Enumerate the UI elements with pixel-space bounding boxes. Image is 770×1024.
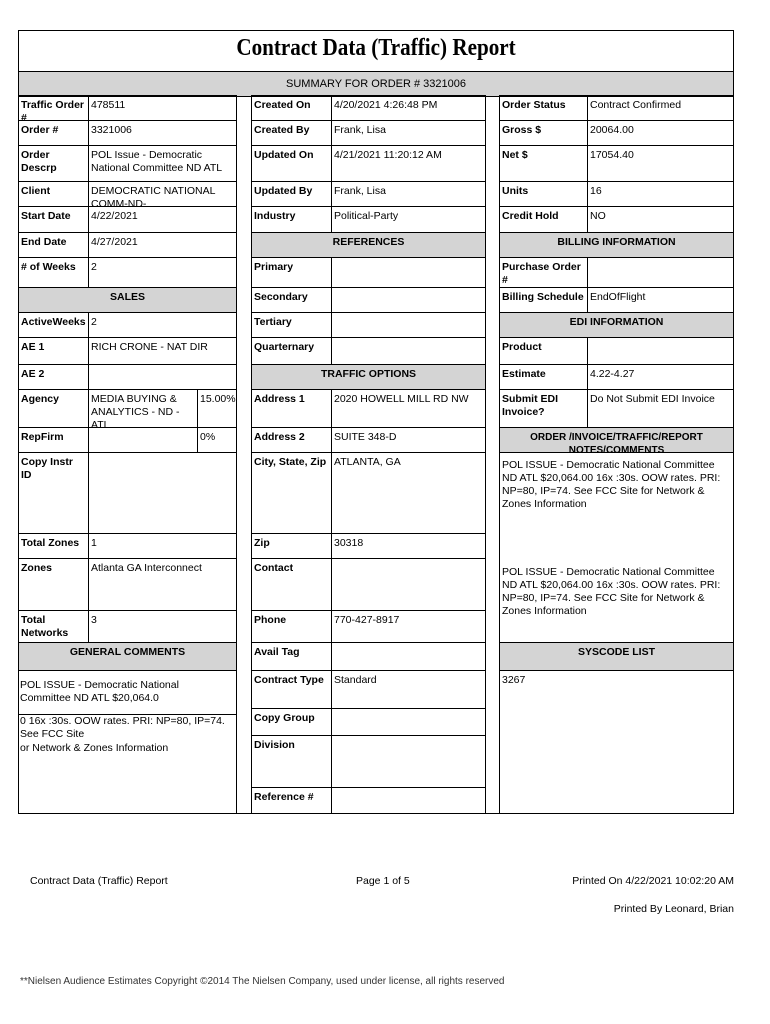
city-label: City, State, Zip (251, 452, 332, 534)
phone-value: 770-427-8917 (331, 610, 486, 643)
created-on-value: 4/20/2021 4:26:48 PM (331, 95, 486, 121)
end-date-label: End Date (18, 232, 89, 258)
client-value: DEMOCRATIC NATIONAL COMM-ND- (88, 181, 237, 207)
quarternary-value (331, 337, 486, 365)
weeks-label: # of Weeks (18, 257, 89, 288)
avail-tag-value (331, 642, 486, 671)
product-value (587, 337, 734, 365)
address1-label: Address 1 (251, 389, 332, 428)
industry-value: Political-Party (331, 206, 486, 233)
zip-value: 30318 (331, 533, 486, 559)
traffic-order-label: Traffic Order # (18, 95, 89, 121)
page-title: Contract Data (Traffic) Report (236, 35, 516, 61)
updated-on-value: 4/21/2021 11:20:12 AM (331, 145, 486, 182)
footer-report-name: Contract Data (Traffic) Report (30, 875, 168, 887)
units-label: Units (499, 181, 588, 207)
billing-schedule-label: Billing Schedule (499, 287, 588, 313)
avail-tag-label: Avail Tag (251, 642, 332, 671)
agency-value: MEDIA BUYING & ANALYTICS - ND - ATL (88, 389, 198, 428)
phone-label: Phone (251, 610, 332, 643)
po-value (587, 257, 734, 288)
footer-page-number: Page 1 of 5 (356, 875, 410, 887)
weeks-value: 2 (88, 257, 237, 288)
client-label: Client (18, 181, 89, 207)
contract-type-label: Contract Type (251, 670, 332, 709)
sales-header: SALES (18, 287, 237, 313)
order-status-value: Contract Confirmed (587, 95, 734, 121)
primary-value (331, 257, 486, 288)
order-status-label: Order Status (499, 95, 588, 121)
active-weeks-label: ActiveWeeks (18, 312, 89, 338)
total-networks-value: 3 (88, 610, 237, 643)
note-2: POL ISSUE - Democratic National Committee ND ATL $20,064.00 16x :30s. OOW rates. PRI: NP=80, IP=74. See FCC Site for Network & Zones Information (502, 566, 721, 617)
primary-label: Primary (251, 257, 332, 288)
ae2-value (88, 364, 237, 390)
address2-label: Address 2 (251, 427, 332, 453)
copy-group-value (331, 708, 486, 736)
footer-printed-on: Printed On 4/22/2021 10:02:20 AM (572, 875, 734, 887)
repfirm-value (88, 427, 198, 453)
reference-value (331, 787, 486, 814)
industry-label: Industry (251, 206, 332, 233)
contact-label: Contact (251, 558, 332, 611)
units-value: 16 (587, 181, 734, 207)
submit-edi-value: Do Not Submit EDI Invoice (587, 389, 734, 428)
credit-hold-value: NO (587, 206, 734, 233)
syscode-value: 3267 (499, 670, 734, 814)
estimate-label: Estimate (499, 364, 588, 390)
submit-edi-label: Submit EDI Invoice? (499, 389, 588, 428)
total-zones-value: 1 (88, 533, 237, 559)
edi-header: EDI INFORMATION (499, 312, 734, 338)
product-label: Product (499, 337, 588, 365)
order-descrp-label: Order Descrp (18, 145, 89, 182)
total-networks-label: Total Networks (18, 610, 89, 643)
address1-value: 2020 HOWELL MILL RD NW (331, 389, 486, 428)
created-by-label: Created By (251, 120, 332, 146)
tertiary-value (331, 312, 486, 338)
quarternary-label: Quarternary (251, 337, 332, 365)
net-label: Net $ (499, 145, 588, 182)
ae1-label: AE 1 (18, 337, 89, 365)
general-comment-line-1: POL ISSUE - Democratic National Committee ND ATL $20,064.0 (20, 679, 179, 704)
zip-label: Zip (251, 533, 332, 559)
repfirm-label: RepFirm (18, 427, 89, 453)
order-label: Order # (18, 120, 89, 146)
general-comments-header: GENERAL COMMENTS (18, 642, 237, 671)
billing-header: BILLING INFORMATION (499, 232, 734, 258)
zones-label: Zones (18, 558, 89, 611)
secondary-label: Secondary (251, 287, 332, 313)
agency-percent: 15.00% (197, 389, 237, 428)
city-value: ATLANTA, GA (331, 452, 486, 534)
division-label: Division (251, 735, 332, 788)
copy-instr-value (88, 452, 237, 534)
references-header: REFERENCES (251, 232, 486, 258)
updated-by-value: Frank, Lisa (331, 181, 486, 207)
tertiary-label: Tertiary (251, 312, 332, 338)
net-value: 17054.40 (587, 145, 734, 182)
gross-label: Gross $ (499, 120, 588, 146)
division-value (331, 735, 486, 788)
po-label: Purchase Order # (499, 257, 588, 288)
address2-value: SUITE 348-D (331, 427, 486, 453)
general-comment-line-2: 0 16x :30s. OOW rates. PRI: NP=80, IP=74. See FCC Site (20, 715, 225, 740)
contract-type-value: Standard (331, 670, 486, 709)
updated-on-label: Updated On (251, 145, 332, 182)
active-weeks-value: 2 (88, 312, 237, 338)
divider (18, 714, 237, 715)
reference-label: Reference # (251, 787, 332, 814)
traffic-options-header: TRAFFIC OPTIONS (251, 364, 486, 390)
copy-instr-label: Copy Instr ID (18, 452, 89, 534)
billing-schedule-value: EndOfFlight (587, 287, 734, 313)
estimate-value: 4.22-4.27 (587, 364, 734, 390)
start-date-label: Start Date (18, 206, 89, 233)
end-date-value: 4/27/2021 (88, 232, 237, 258)
total-zones-label: Total Zones (18, 533, 89, 559)
secondary-value (331, 287, 486, 313)
note-1: POL ISSUE - Democratic National Committee ND ATL $20,064.00 16x :30s. OOW rates. PRI: NP=80, IP=74. See FCC Site for Network & Zones Information (502, 459, 721, 510)
ae1-value: RICH CRONE - NAT DIR (88, 337, 237, 365)
general-comment-line-3: or Network & Zones Information (20, 742, 169, 754)
syscode-header: SYSCODE LIST (499, 642, 734, 671)
notes-header: ORDER /INVOICE/TRAFFIC/REPORT NOTES/COMMENTS (499, 427, 734, 453)
order-value: 3321006 (88, 120, 237, 146)
agency-label: Agency (18, 389, 89, 428)
footer-copyright: **Nielsen Audience Estimates Copyright ©2014 The Nielsen Company, used under license, all rights reserved (20, 976, 505, 987)
footer-printed-by: Printed By Leonard, Brian (613, 903, 734, 915)
start-date-value: 4/22/2021 (88, 206, 237, 233)
contact-value (331, 558, 486, 611)
gross-value: 20064.00 (587, 120, 734, 146)
traffic-order-value: 478511 (88, 95, 237, 121)
created-by-value: Frank, Lisa (331, 120, 486, 146)
zones-value: Atlanta GA Interconnect (88, 558, 237, 611)
credit-hold-label: Credit Hold (499, 206, 588, 233)
copy-group-label: Copy Group (251, 708, 332, 736)
order-descrp-value: POL Issue - Democratic National Committee ND ATL (88, 145, 237, 182)
summary-bar: SUMMARY FOR ORDER # 3321006 (19, 71, 733, 97)
ae2-label: AE 2 (18, 364, 89, 390)
created-on-label: Created On (251, 95, 332, 121)
updated-by-label: Updated By (251, 181, 332, 207)
repfirm-percent: 0% (197, 427, 237, 453)
